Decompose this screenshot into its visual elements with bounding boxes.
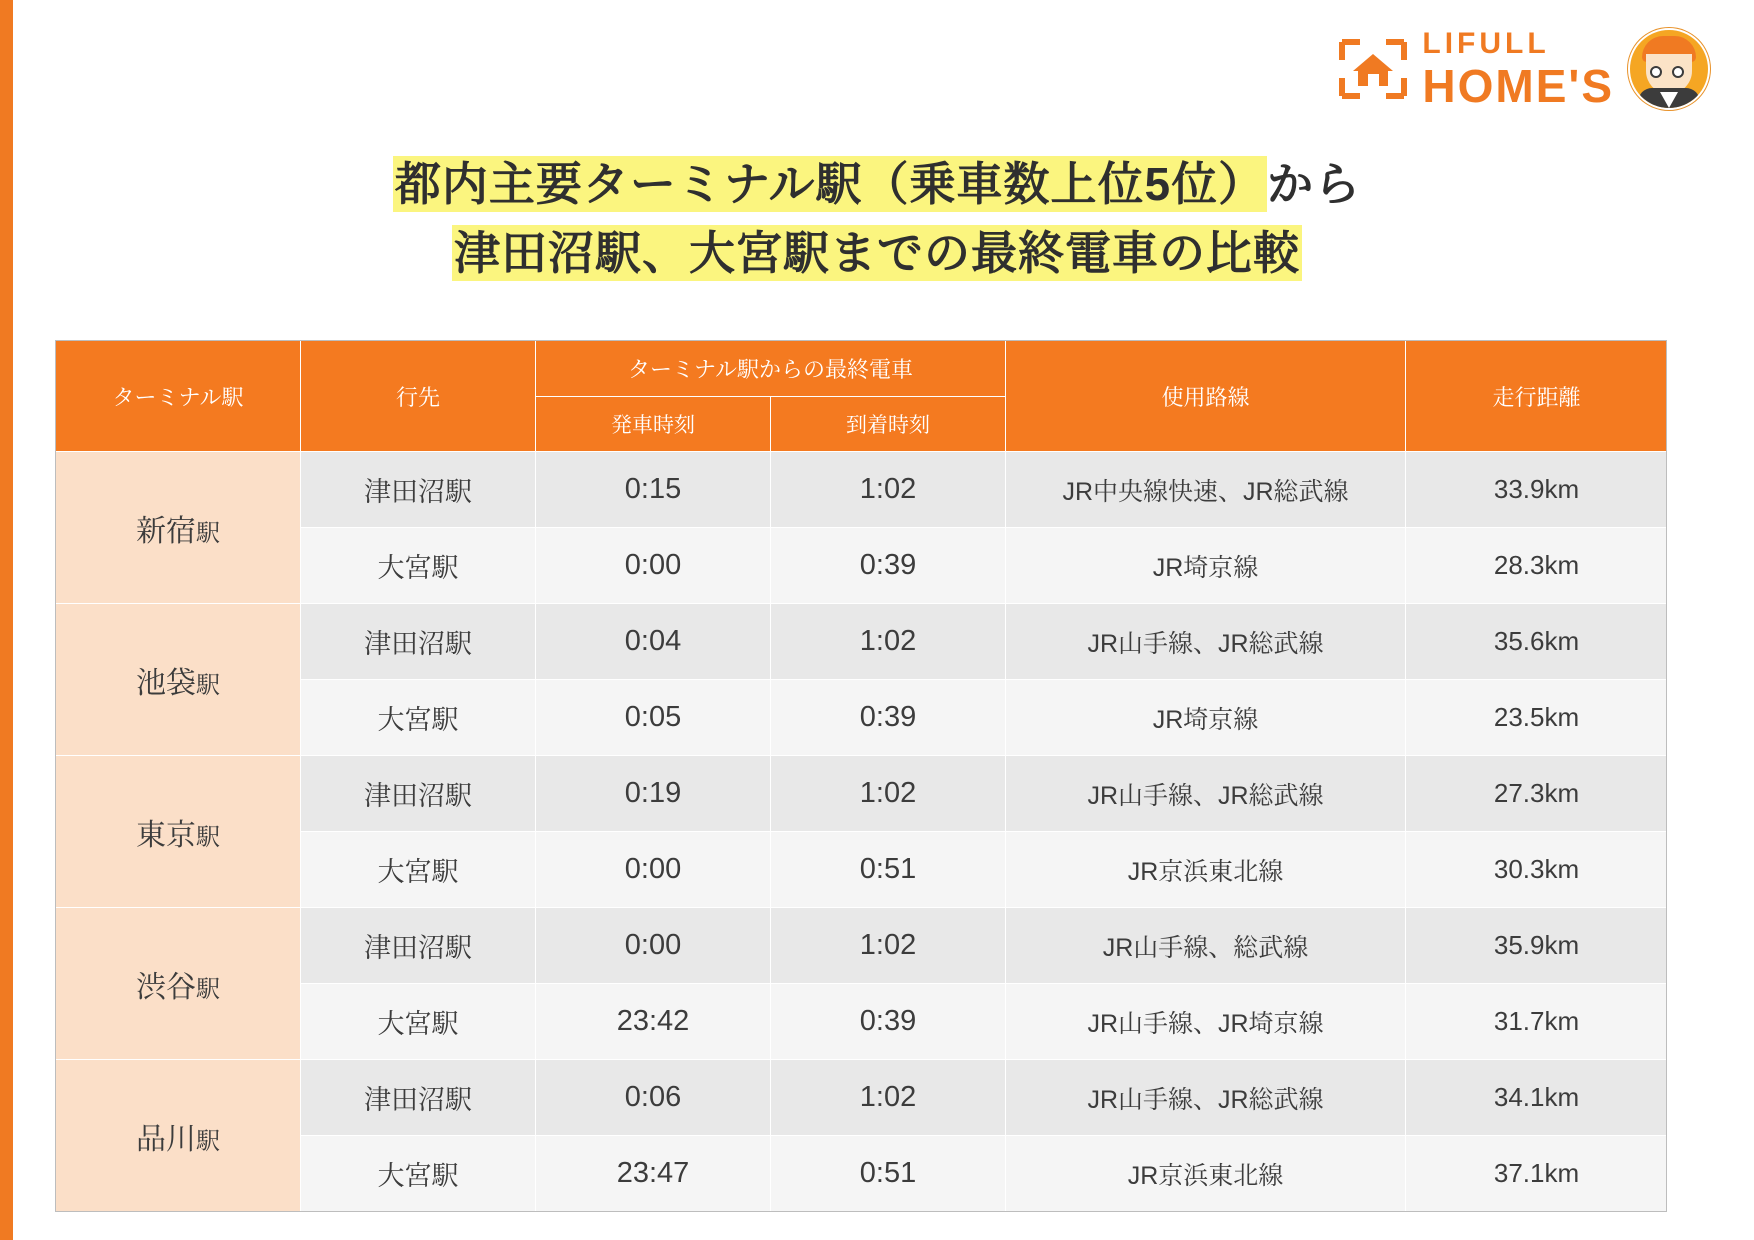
terminal-name: 品川 bbox=[136, 1122, 196, 1156]
terminal-cell-shinagawa bbox=[56, 1060, 301, 1212]
destination-cell: 大宮駅 bbox=[301, 528, 536, 604]
line-cell: JR山手線、総武線 bbox=[1006, 908, 1406, 984]
distance-cell: 23.5km bbox=[1406, 680, 1668, 756]
terminal-name: 東京 bbox=[136, 818, 196, 852]
mascot-eye-right bbox=[1672, 66, 1684, 78]
departure-cell: 0:19 bbox=[536, 756, 771, 832]
terminal-name: 新宿 bbox=[136, 514, 196, 548]
line-cell: JR京浜東北線 bbox=[1006, 1136, 1406, 1212]
terminal-name: 渋谷 bbox=[136, 970, 196, 1004]
header-distance: 走行距離 bbox=[1406, 341, 1668, 452]
title-line-1-tail: から bbox=[1267, 158, 1362, 210]
terminal-suffix: 駅 bbox=[196, 823, 220, 851]
header-group-last-train: ターミナル駅からの最終電車 bbox=[536, 341, 1006, 397]
departure-cell: 0:06 bbox=[536, 1060, 771, 1136]
header-departure: 発車時刻 bbox=[536, 397, 771, 452]
mascot-eye-left bbox=[1650, 66, 1662, 78]
brand-header bbox=[1338, 28, 1710, 110]
line-cell: JR京浜東北線 bbox=[1006, 832, 1406, 908]
destination-cell: 津田沼駅 bbox=[301, 1060, 536, 1136]
destination-cell: 津田沼駅 bbox=[301, 908, 536, 984]
destination-cell: 津田沼駅 bbox=[301, 604, 536, 680]
departure-cell: 23:47 bbox=[536, 1136, 771, 1212]
destination-cell: 大宮駅 bbox=[301, 680, 536, 756]
table-row bbox=[56, 452, 1668, 528]
line-cell: JR山手線、JR総武線 bbox=[1006, 756, 1406, 832]
table-row bbox=[56, 604, 1668, 680]
header-arrival: 到着時刻 bbox=[771, 397, 1006, 452]
departure-cell: 0:00 bbox=[536, 908, 771, 984]
distance-cell: 35.9km bbox=[1406, 908, 1668, 984]
terminal-suffix: 駅 bbox=[196, 975, 220, 1003]
brand-wordmark bbox=[1422, 27, 1614, 112]
table-row bbox=[56, 1060, 1668, 1136]
terminal-cell-ikebukuro bbox=[56, 604, 301, 756]
distance-cell: 27.3km bbox=[1406, 756, 1668, 832]
table-body bbox=[56, 452, 1668, 1212]
header-terminal: ターミナル駅 bbox=[56, 341, 301, 452]
title-line-1 bbox=[0, 150, 1754, 219]
departure-cell: 0:00 bbox=[536, 528, 771, 604]
terminal-name: 池袋 bbox=[136, 666, 196, 700]
line-cell: JR山手線、JR総武線 bbox=[1006, 1060, 1406, 1136]
departure-cell: 0:00 bbox=[536, 832, 771, 908]
table-header-row-1 bbox=[56, 341, 1668, 397]
arrival-cell: 0:39 bbox=[771, 528, 1006, 604]
arrival-cell: 1:02 bbox=[771, 1060, 1006, 1136]
arrival-cell: 0:51 bbox=[771, 1136, 1006, 1212]
terminal-cell-tokyo bbox=[56, 756, 301, 908]
line-cell: JR埼京線 bbox=[1006, 528, 1406, 604]
departure-cell: 0:15 bbox=[536, 452, 771, 528]
house-logo-icon bbox=[1338, 38, 1408, 100]
terminal-cell-shinjuku bbox=[56, 452, 301, 604]
table-head bbox=[56, 341, 1668, 452]
arrival-cell: 1:02 bbox=[771, 908, 1006, 984]
line-cell: JR山手線、JR埼京線 bbox=[1006, 984, 1406, 1060]
last-train-comparison-table bbox=[55, 340, 1668, 1212]
title-line-2 bbox=[0, 219, 1754, 288]
distance-cell: 34.1km bbox=[1406, 1060, 1668, 1136]
brand-lifull-text: LIFULL bbox=[1422, 27, 1550, 60]
distance-cell: 37.1km bbox=[1406, 1136, 1668, 1212]
title-line-1-highlight: 都内主要ターミナル駅（乗車数上位5位） bbox=[394, 158, 1266, 210]
arrival-cell: 1:02 bbox=[771, 452, 1006, 528]
line-cell: JR埼京線 bbox=[1006, 680, 1406, 756]
distance-cell: 28.3km bbox=[1406, 528, 1668, 604]
arrival-cell: 0:39 bbox=[771, 680, 1006, 756]
destination-cell: 大宮駅 bbox=[301, 832, 536, 908]
line-cell: JR中央線快速、JR総武線 bbox=[1006, 452, 1406, 528]
departure-cell: 23:42 bbox=[536, 984, 771, 1060]
distance-cell: 30.3km bbox=[1406, 832, 1668, 908]
table-row bbox=[56, 908, 1668, 984]
distance-cell: 33.9km bbox=[1406, 452, 1668, 528]
comparison-table-container bbox=[55, 340, 1667, 1212]
destination-cell: 大宮駅 bbox=[301, 984, 536, 1060]
header-destination: 行先 bbox=[301, 341, 536, 452]
distance-cell: 31.7km bbox=[1406, 984, 1668, 1060]
line-cell: JR山手線、JR総武線 bbox=[1006, 604, 1406, 680]
destination-cell: 津田沼駅 bbox=[301, 452, 536, 528]
distance-cell: 35.6km bbox=[1406, 604, 1668, 680]
departure-cell: 0:05 bbox=[536, 680, 771, 756]
terminal-suffix: 駅 bbox=[196, 1127, 220, 1155]
header-line: 使用路線 bbox=[1006, 341, 1406, 452]
arrival-cell: 1:02 bbox=[771, 756, 1006, 832]
terminal-suffix: 駅 bbox=[196, 671, 220, 699]
departure-cell: 0:04 bbox=[536, 604, 771, 680]
table-row bbox=[56, 756, 1668, 832]
mascot-avatar bbox=[1628, 28, 1710, 110]
terminal-suffix: 駅 bbox=[196, 519, 220, 547]
destination-cell: 大宮駅 bbox=[301, 1136, 536, 1212]
title-line-2-highlight: 津田沼駅、大宮駅までの最終電車の比較 bbox=[454, 227, 1300, 279]
page-title bbox=[0, 150, 1754, 288]
arrival-cell: 0:39 bbox=[771, 984, 1006, 1060]
terminal-cell-shibuya bbox=[56, 908, 301, 1060]
arrival-cell: 1:02 bbox=[771, 604, 1006, 680]
destination-cell: 津田沼駅 bbox=[301, 756, 536, 832]
brand-homes-text: HOME'S bbox=[1422, 60, 1614, 112]
arrival-cell: 0:51 bbox=[771, 832, 1006, 908]
